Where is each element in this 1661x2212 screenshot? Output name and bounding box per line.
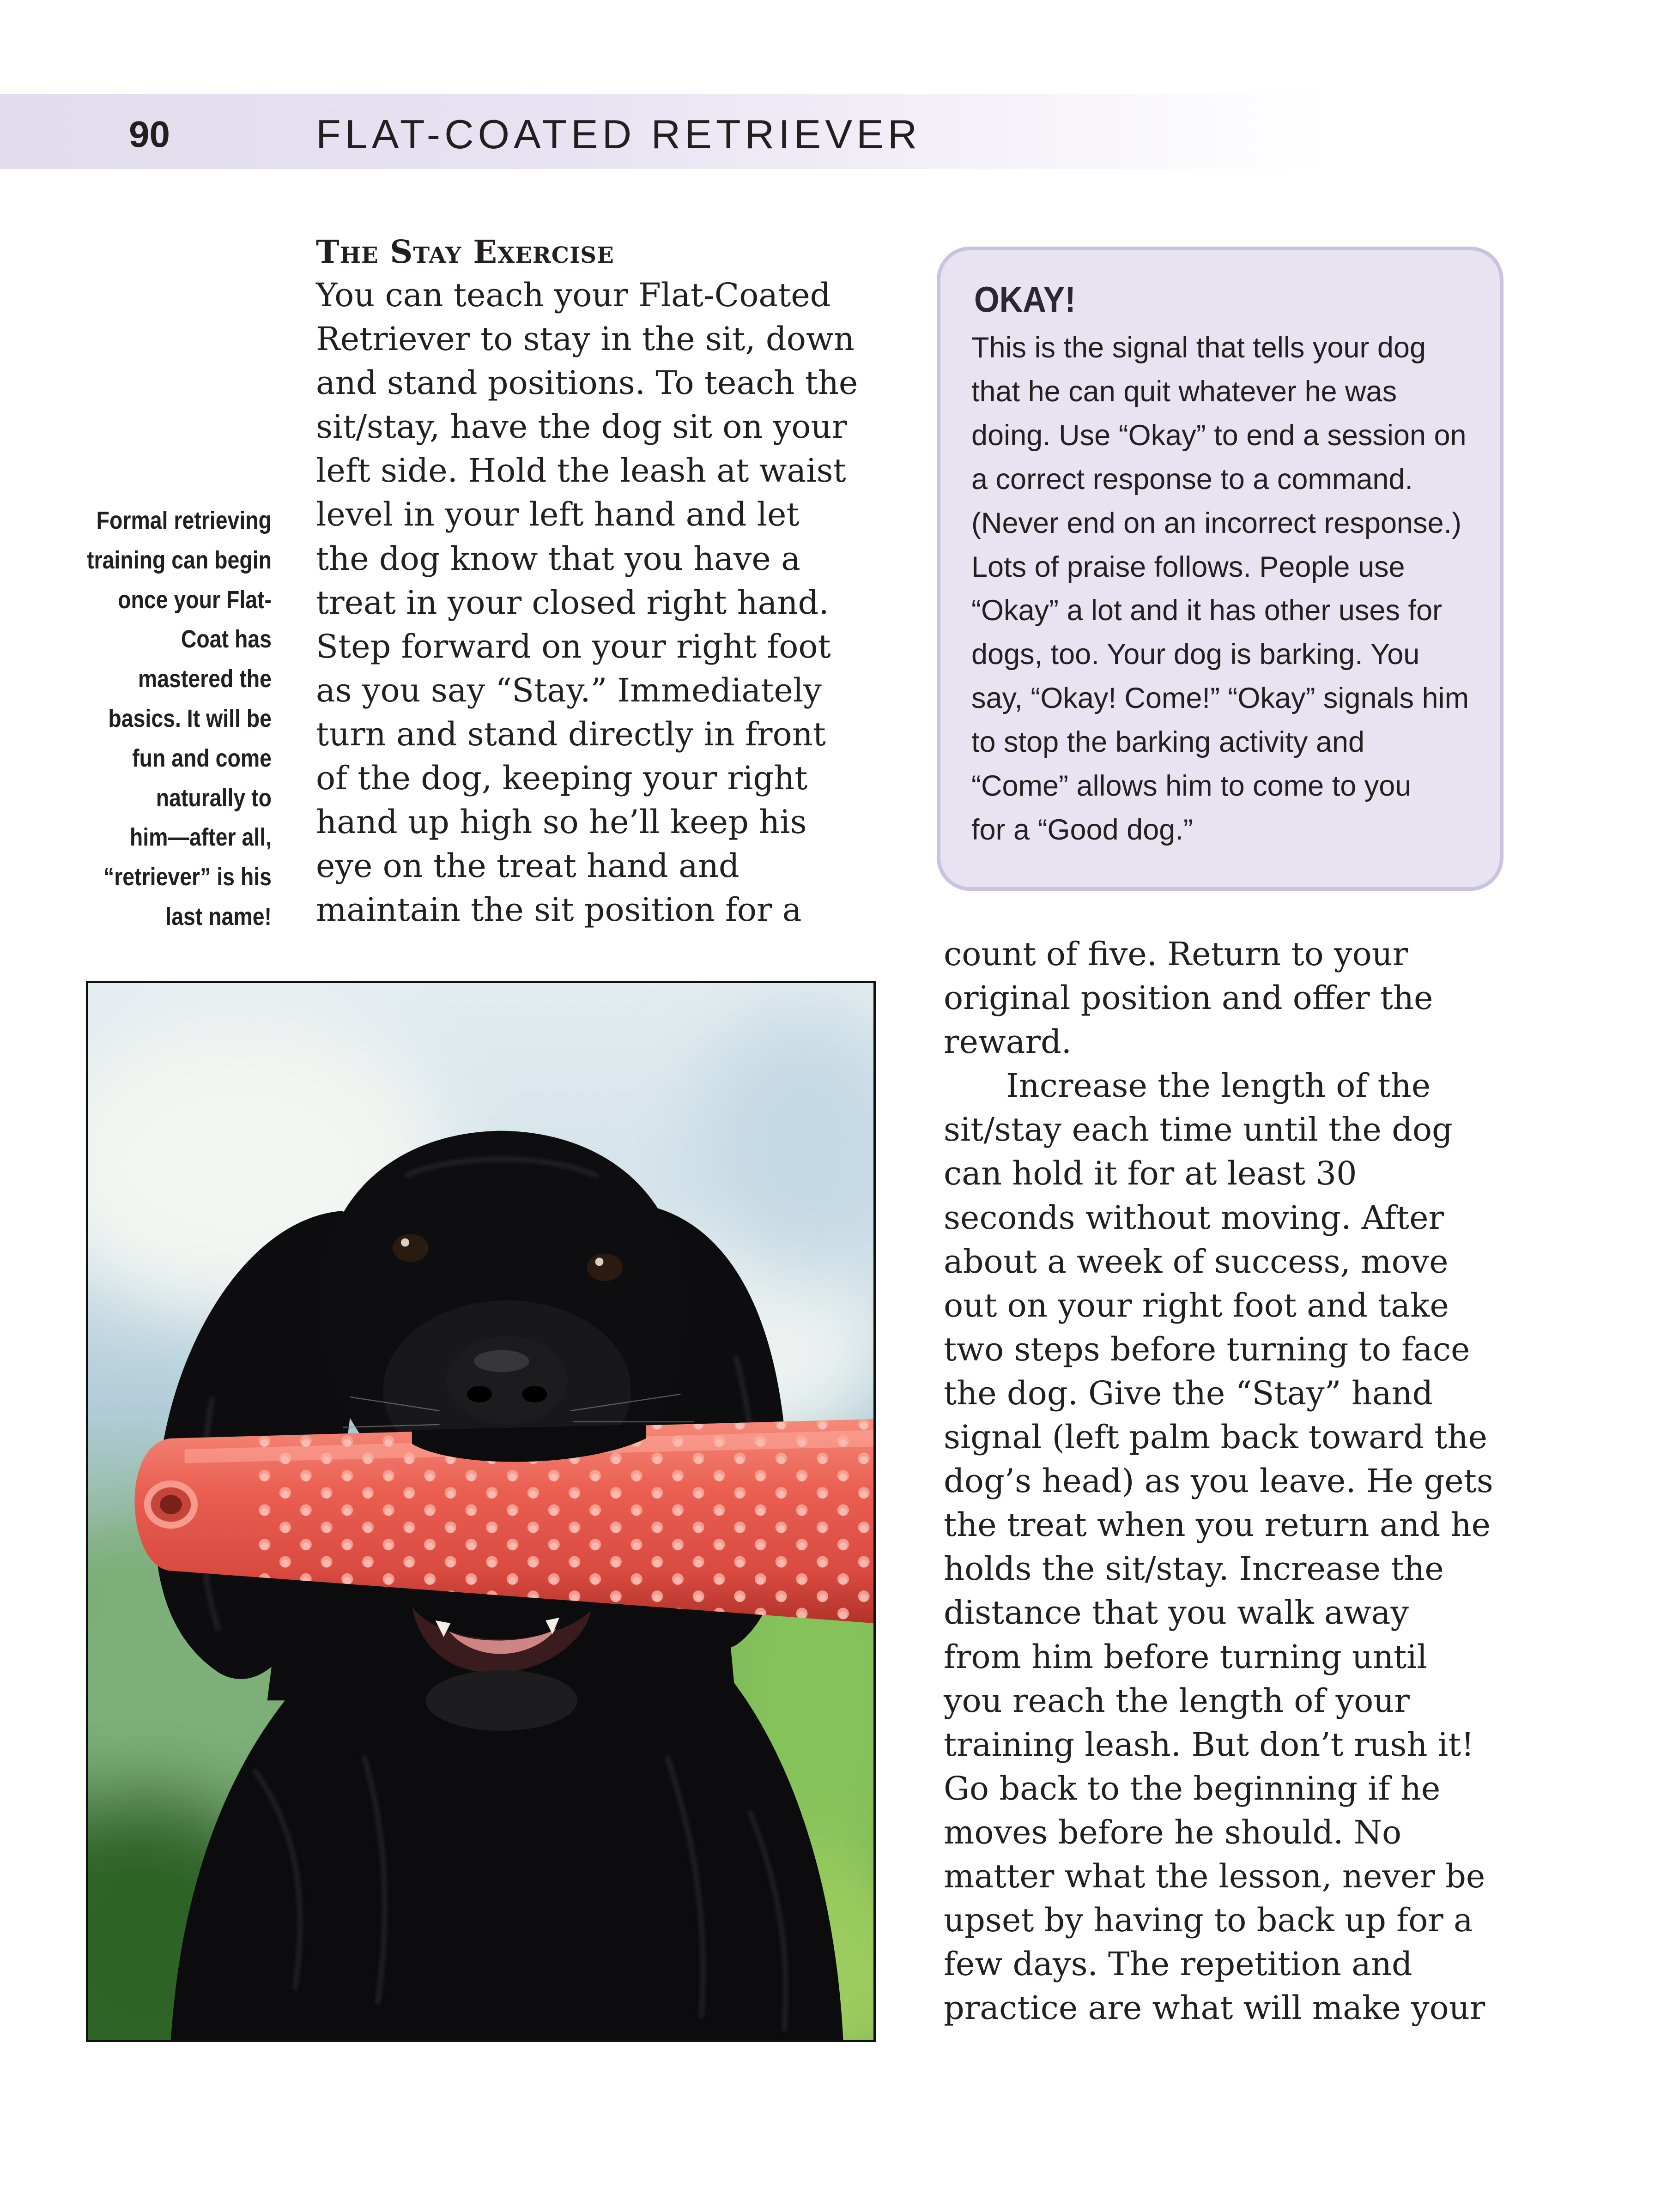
body-text-line: out on your right foot and take	[944, 1286, 1449, 1324]
body-text-line: You can teach your Flat-Coated	[316, 276, 831, 314]
body-text-line: count of five. Return to your	[944, 935, 1408, 973]
sidebar-title: OKAY!	[974, 279, 1076, 320]
body-text-line: sit/stay each time until the dog	[944, 1111, 1453, 1149]
body-text-line: two steps before turning to face	[944, 1330, 1470, 1368]
dog-photo-image	[88, 983, 873, 2040]
sidebar-text-line: doing. Use “Okay” to end a session on	[971, 419, 1467, 452]
body-text-line: seconds without moving. After	[944, 1198, 1444, 1237]
dog-photo	[86, 981, 876, 2042]
sidebar-text-line: that he can quit whatever he was	[971, 375, 1397, 408]
body-text-line: Retriever to stay in the sit, down	[316, 320, 855, 358]
body-text-line: dog’s head) as you leave. He gets	[944, 1462, 1493, 1500]
caption-line: “retriever” is his	[103, 863, 272, 891]
body-text-line: hand up high so he’ll keep his	[316, 803, 807, 841]
caption-line: naturally to	[156, 784, 272, 812]
body-text-line: matter what the lesson, never be	[944, 1857, 1485, 1895]
sidebar-text-line: Lots of praise follows. People use	[971, 550, 1405, 583]
body-text-line: original position and offer the	[944, 979, 1433, 1017]
sidebar-text-line: This is the signal that tells your dog	[971, 332, 1426, 364]
body-text-line: as you say “Stay.” Immediately	[316, 671, 822, 709]
body-text-line: left side. Hold the leash at waist	[316, 452, 846, 490]
sidebar-text-line: “Come” allows him to come to you	[971, 770, 1412, 803]
sidebar-text-line: a correct response to a command.	[971, 463, 1413, 496]
caption-line: mastered the	[138, 665, 272, 693]
body-column-left	[316, 273, 858, 932]
body-text-line: and stand positions. To teach the	[316, 364, 858, 402]
body-text-line: Step forward on your right foot	[316, 627, 831, 665]
sidebar-text-line: dogs, too. Your dog is barking. You	[971, 638, 1420, 671]
body-text-line: upset by having to back up for a	[944, 1901, 1473, 1940]
body-column-right	[944, 932, 1493, 2030]
body-text-line: level in your left hand and let	[316, 496, 800, 534]
okay-sidebar	[937, 247, 1503, 891]
caption-line: basics. It will be	[108, 704, 272, 732]
body-text-line: signal (left palm back toward the	[944, 1418, 1488, 1457]
caption-line: training can begin	[87, 546, 272, 574]
body-text-line: eye on the treat hand and	[316, 847, 740, 885]
body-text-line: maintain the sit position for a	[316, 891, 802, 929]
caption-line: Coat has	[181, 625, 272, 653]
running-title: FLAT-COATED RETRIEVER	[316, 111, 921, 157]
body-text-line-indented: Increase the length of the	[1006, 1067, 1431, 1105]
sidebar-text-line: for a “Good dog.”	[971, 813, 1193, 846]
page-number: 90	[129, 114, 170, 155]
body-text-line: moves before he should. No	[944, 1813, 1402, 1851]
caption-line: him—after all,	[129, 823, 272, 852]
body-text-line: the dog. Give the “Stay” hand	[944, 1374, 1433, 1412]
body-text-line: training leash. But don’t rush it!	[944, 1725, 1474, 1764]
body-text-line: turn and stand directly in front	[316, 715, 826, 753]
caption-line: once your Flat-	[118, 586, 272, 614]
caption-line: fun and come	[132, 744, 272, 772]
sidebar-text-line: “Okay” a lot and it has other uses for	[971, 594, 1442, 627]
sidebar-text-line: to stop the barking activity and	[971, 726, 1364, 759]
body-text-line: you reach the length of your	[944, 1681, 1410, 1720]
body-text-line: about a week of success, move	[944, 1242, 1449, 1281]
body-text-line: of the dog, keeping your right	[316, 759, 808, 798]
sidebar-text-line: (Never end on an incorrect response.)	[971, 507, 1462, 539]
caption-line: last name!	[165, 902, 272, 931]
body-text-line: the dog know that you have a	[316, 539, 800, 578]
body-text-line: from him before turning until	[944, 1638, 1428, 1676]
section-heading: The Stay Exercise	[316, 234, 614, 271]
body-text-line: Go back to the beginning if he	[944, 1769, 1441, 1807]
body-text-line: treat in your closed right hand.	[316, 583, 829, 622]
photo-caption	[62, 501, 272, 937]
body-text-line: reward.	[944, 1023, 1072, 1061]
body-text-line: holds the sit/stay. Increase the	[944, 1550, 1444, 1588]
body-text-line: practice are what will make your	[944, 1989, 1485, 2027]
sidebar-text	[971, 326, 1469, 852]
sidebar-text-line: say, “Okay! Come!” “Okay” signals him	[971, 682, 1469, 715]
body-text-line: distance that you walk away	[944, 1594, 1409, 1632]
body-text-line: the treat when you return and he	[944, 1506, 1491, 1544]
body-text-line: sit/stay, have the dog sit on your	[316, 408, 847, 446]
caption-line: Formal retrieving	[96, 507, 272, 534]
body-text-line: few days. The repetition and	[944, 1945, 1412, 1983]
body-text-line: can hold it for at least 30	[944, 1154, 1357, 1193]
